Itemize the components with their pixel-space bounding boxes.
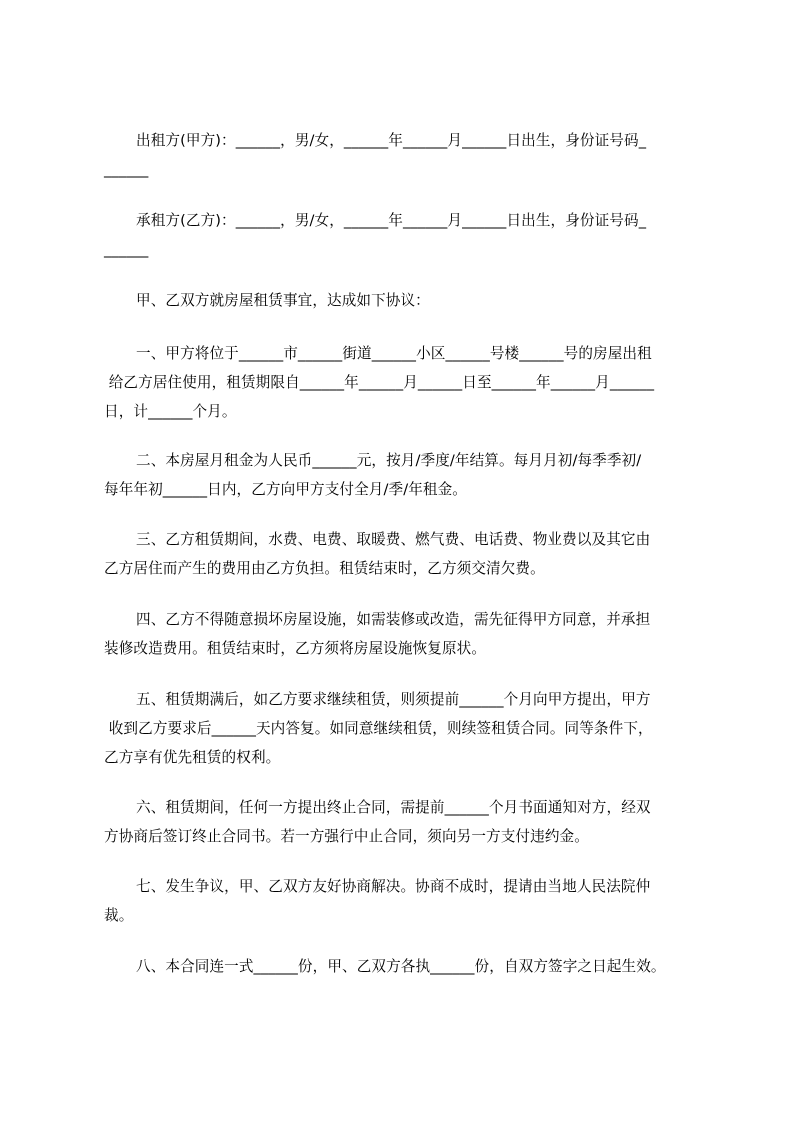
paragraph-line: 承租方(乙方)：______，男/女，______年______月______日出生，身份证号码_ [136, 212, 647, 229]
paragraph-line: 六、租赁期间，任何一方提出终止合同，需提前______个月书面通知对方，经双 [136, 799, 651, 816]
clause-3 [104, 525, 704, 583]
paragraph-line: 三、乙方租赁期间，水费、电费、取暖费、燃气费、电话费、物业费以及其它由 [136, 531, 651, 548]
paragraph-line: 每年年初______日内，乙方向甲方支付全月/季/年租金。 [104, 481, 467, 498]
paragraph-line: 出租方(甲方)：______，男/女，______年______月______日出生，身份证号码_ [136, 132, 647, 149]
clause-8 [104, 952, 704, 981]
paragraph-line: 日，计______个月。 [104, 403, 237, 420]
paragraph-line: 装修改造费用。租赁结束时，乙方须将房屋设施恢复原状。 [104, 640, 487, 657]
clause-6 [104, 793, 704, 851]
paragraph-line: 八、本合同连一式______份，甲、乙双方各执______份，自双方签字之日起生效。 [136, 958, 666, 975]
paragraph-line: 方协商后签订终止合同书。若一方强行中止合同，须向另一方支付违约金。 [104, 828, 589, 845]
paragraph-line: 一、甲方将位于______市______街道______小区______号楼______号的房屋出租 [136, 345, 652, 362]
paragraph-lessor [104, 126, 704, 184]
paragraph-intro [104, 286, 704, 315]
paragraph-line: 给乙方居住使用，租赁期限自______年______月______日至______年______月______ [104, 374, 655, 391]
clause-7 [104, 872, 704, 930]
paragraph-lessee [104, 206, 704, 264]
paragraph-line: ______ [104, 161, 149, 178]
clause-5 [104, 685, 704, 772]
clause-4 [104, 605, 704, 663]
paragraph-line: ______ [104, 241, 149, 258]
paragraph-line: 二、本房屋月租金为人民币______元，按月/季度/年结算。每月月初/每季季初/ [136, 452, 642, 469]
paragraph-line: 甲、乙双方就房屋租赁事宜，达成如下协议： [136, 292, 430, 309]
paragraph-line: 五、租赁期满后，如乙方要求继续租赁，则须提前______个月向甲方提出，甲方 [136, 691, 651, 708]
paragraph-line: 乙方享有优先租赁的权利。 [104, 749, 281, 766]
clause-2 [104, 446, 704, 504]
clause-1 [104, 339, 704, 426]
paragraph-line: 七、发生争议，甲、乙双方友好协商解决。协商不成时，提请由当地人民法院仲 [136, 878, 651, 895]
paragraph-line: 裁。 [104, 907, 134, 924]
paragraph-line: 乙方居住而产生的费用由乙方负担。租赁结束时，乙方须交清欠费。 [104, 560, 545, 577]
paragraph-line: 收到乙方要求后______天内答复。如同意继续租赁，则续签租赁合同。同等条件下， [104, 720, 653, 737]
paragraph-line: 四、乙方不得随意损坏房屋设施，如需装修或改造，需先征得甲方同意，并承担 [136, 611, 651, 628]
